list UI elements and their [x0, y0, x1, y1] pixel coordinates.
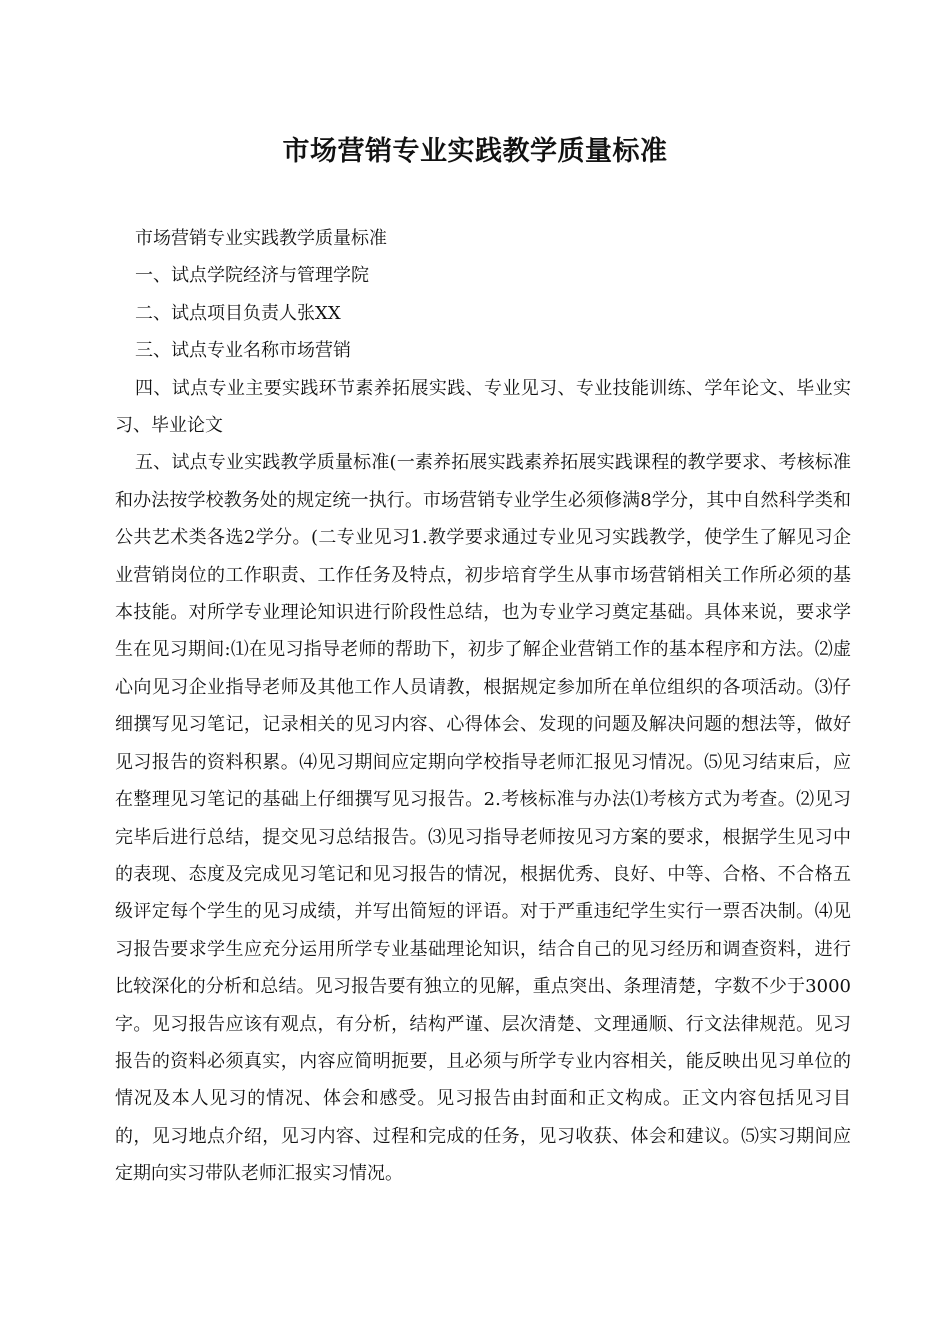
- paragraph-subtitle: 市场营销专业实践教学质量标准: [135, 228, 387, 249]
- paragraph-practice-links: 四、试点专业主要实践环节素养拓展实践、专业见习、专业技能训练、学年论文、毕业实习、毕业论文: [115, 377, 851, 437]
- paragraph-quality-standard: 五、试点专业实践教学质量标准(一素养拓展实践素养拓展实践课程的教学要求、考核标准和办法按学校教务处的规定统一执行。市场营销专业学生必须修满8学分，其中自然科学类和公共艺术类各选2学分。(二专业见习1.教学要求通过专业见习实践教学，使学生了解见习企业营销岗位的工作职责、工作任务及特点，初步培育学生从事市场营销相关工作所必须的基本技能。对所学专业理论知识进行阶段性总结，也为专业学习奠定基础。具体来说，要求学生在见习期间:⑴在见习指导老师的帮助下，初步了解企业营销工作的基本程序和方法。⑵虚心向见习企业指导老师及其他工作人员请教，根据规定参加所在单位组织的各项活动。⑶仔细撰写见习笔记，记录相关的见习内容、心得体会、发现的问题及解决问题的想法等，做好见习报告的资料积累。⑷见习期间应定期向学校指导老师汇报见习情况。⑸见习结束后，应在整理见习笔记的基础上仔细撰写见习报告。2.考核标准与办法⑴考核方式为考查。⑵见习完毕后进行总结，提交见习总结报告。⑶见习指导老师按见习方案的要求，根据学生见习中的表现、态度及完成见习笔记和见习报告的情况，根据优秀、良好、中等、合格、不合格五级评定每个学生的见习成绩，并写出简短的评语。对于严重违纪学生实行一票否决制。⑷见习报告要求学生应充分运用所学专业基础理论知识，结合自己的见习经历和调查资料，进行比较深化的分析和总结。见习报告要有独立的见解，重点突出、条理清楚，字数不少于3000字。见习报告应该有观点，有分析，结构严谨、层次清楚、文理通顺、行文法律规范。见习报告的资料必须真实，内容应简明扼要，且必须与所学专业内容相关，能反映出见习单位的情况及本人见习的情况、体会和感受。见习报告由封面和正文构成。正文内容包括见习目的，见习地点介绍，见习内容、过程和完成的任务，见习收获、体会和建议。⑸实习期间应定期向实习带队老师汇报实习情况。: [115, 452, 851, 1185]
- paragraph-project-lead: 二、试点项目负责人张XX: [135, 302, 341, 324]
- paragraph-major-name: 三、试点专业名称市场营销: [135, 340, 351, 362]
- document-body: [115, 220, 851, 1193]
- paragraph-college: 一、试点学院经济与管理学院: [135, 265, 369, 287]
- document-title: 市场营销专业实践教学质量标准: [282, 136, 668, 167]
